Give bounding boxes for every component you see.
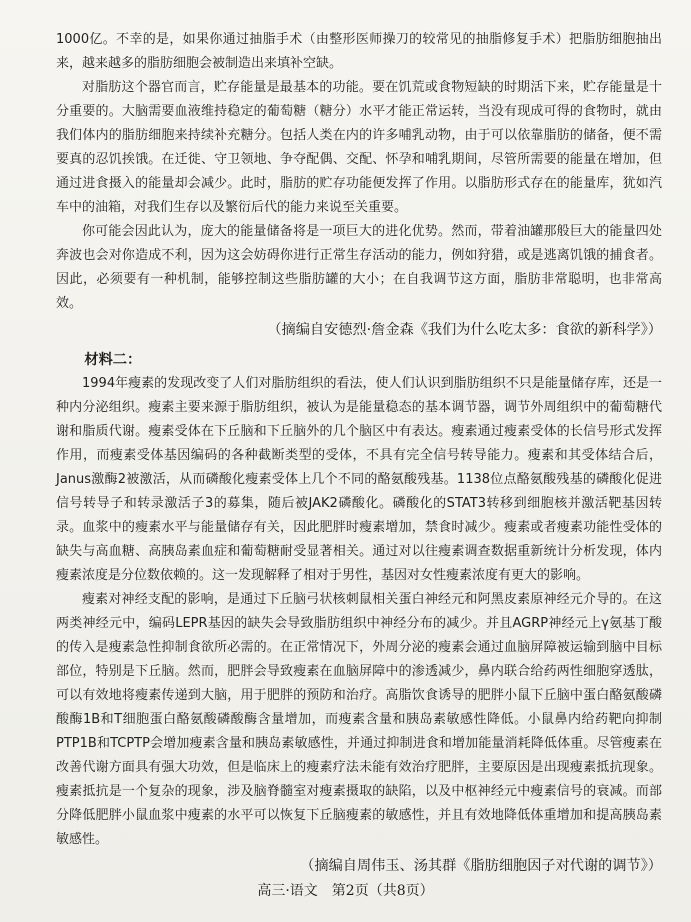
paragraph-leptin-discovery: 1994年瘦素的发现改变了人们对脂肪组织的看法，使人们认识到脂肪组织不只是能量储存库，还是一种内分泌组织。瘦素主要来源于脂肪组织，被认为是能量稳态的基本调节器，调节外周组织中的葡萄糖代谢和脂质代谢。瘦素受体在下丘脑和下丘脑外的几个脑区中有表达。瘦素通过瘦素受体的长信号形式发挥作用，而瘦素受体基因编码的各种截断类型的受体，不具有完全信号转导能力。瘦素和其受体结合后，Janus激酶2被激活，从而磷酸化瘦素受体上几个不同的酪氨酸残基。1138位点酪氨酸残基的磷酸化促进信号转导子和转录激活子3的募集，随后被JAK2磷酸化。磷酸化的STAT3转移到细胞核并激活靶基因转录。血浆中的瘦素水平与能量储存有关，因此肥胖时瘦素增加，禁食时减少。瘦素或者瘦素功能性受体的缺失与高血糖、高胰岛素血症和葡萄糖耐受显著相关。通过对以往瘦素调查数据重新统计分析发现，体内瘦素浓度是分位数依赖的。这一发现解释了相对于男性，基因对女性瘦素浓度有更大的影响。: [56, 376, 662, 584]
paragraph-energy-reserve: 你可能会因此认为，庞大的能量储备将是一项巨大的进化优势。然而，带着油罐那般巨大的能量四处奔波也会对你造成不利，因为这会妨碍你进行正常生存活动的能力，例如狩猎，或是逃离饥饿的捕食者。因此，必须要有一种机制，能够控制这些脂肪罐的大小；在自我调节这方面，脂肪非常聪明，也非常高效。: [56, 224, 662, 311]
citation-material-1: （摘编自安德烈·詹金森《我们为什么吃太多：食欲的新科学》）: [267, 322, 662, 338]
continued-paragraph: 1000亿。不幸的是，如果你通过抽脂手术（由整形医师操刀的较常见的抽脂修复手术）把脂肪细胞抽出来，越来越多的脂肪细胞会被制造出来填补空缺。: [56, 32, 662, 71]
citation-material-2: （摘编自周伟玉、汤其群《脂肪细胞因子对代谢的调节》）: [300, 858, 662, 875]
page-content: [56, 28, 662, 879]
paragraph-leptin-neural: 瘦素对神经支配的影响，是通过下丘脑弓状核刺鼠相关蛋白神经元和阿黑皮素原神经元介导的。在这两类神经元中，编码LEPR基因的缺失会导致脂肪组织中神经分布的减少。并且AGRP神经元上γ氨基丁酸的传入是瘦素急性抑制食欲所必需的。在正常情况下，外周分泌的瘦素会通过血脑屏障被运输到脑中目标部位，特别是下丘脑。然而，肥胖会导致瘦素在血脑屏障中的渗透减少，鼻内联合给药两性细胞穿透肽，可以有效地将瘦素传递到大脑，用于肥胖的预防和治疗。高脂饮食诱导的肥胖小鼠下丘脑中蛋白酪氨酸磷酸酶1B和T细胞蛋白酪氨酸磷酸酶含量增加，而瘦素含量和胰岛素敏感性降低。小鼠鼻内给药靶向抑制PTP1B和TCPTP会增加瘦素含量和胰岛素敏感性，并通过抑制进食和增加能量消耗降低体重。尽管瘦素在改善代谢方面具有强大功效，但是临床上的瘦素疗法未能有效治疗肥胖，主要原因是出现瘦素抵抗现象。瘦素抵抗是一个复杂的现象，涉及脑脊髓室对瘦素摄取的缺陷，以及中枢神经元中瘦素信号的衰减。而部分降低肥胖小鼠血浆中瘦素的水平可以恢复下丘脑瘦素的敏感性，并且有效地降低体重增加和提高胰岛素敏感性。: [56, 592, 662, 848]
material-2-heading: 材料二：: [84, 352, 142, 369]
paragraph-fat-storage: 对脂肪这个器官而言，贮存能量是最基本的功能。要在饥荒或食物短缺的时期活下来，贮存能量是十分重要的。大脑需要血液维持稳定的葡萄糖（糖分）水平才能正常运转，当没有现成可得的食物时，就由我们体内的脂肪细胞来持续补充糖分。包括人类在内的许多哺乳动物，由于可以依靠脂肪的储备，便不需要真的忍饥挨饿。在迁徙、守卫领地、争夺配偶、交配、怀孕和哺乳期间，尽管所需要的能量在增加，但通过进食摄入的能量却会减少。此时，脂肪的贮存功能便发挥了作用。以脂肪形式存在的能量库，犹如汽车中的油箱，对我们生存以及繁衍后代的能力来说至关重要。: [56, 80, 662, 215]
page-footer: 高三·语文 第2页（共8页）: [257, 883, 434, 899]
